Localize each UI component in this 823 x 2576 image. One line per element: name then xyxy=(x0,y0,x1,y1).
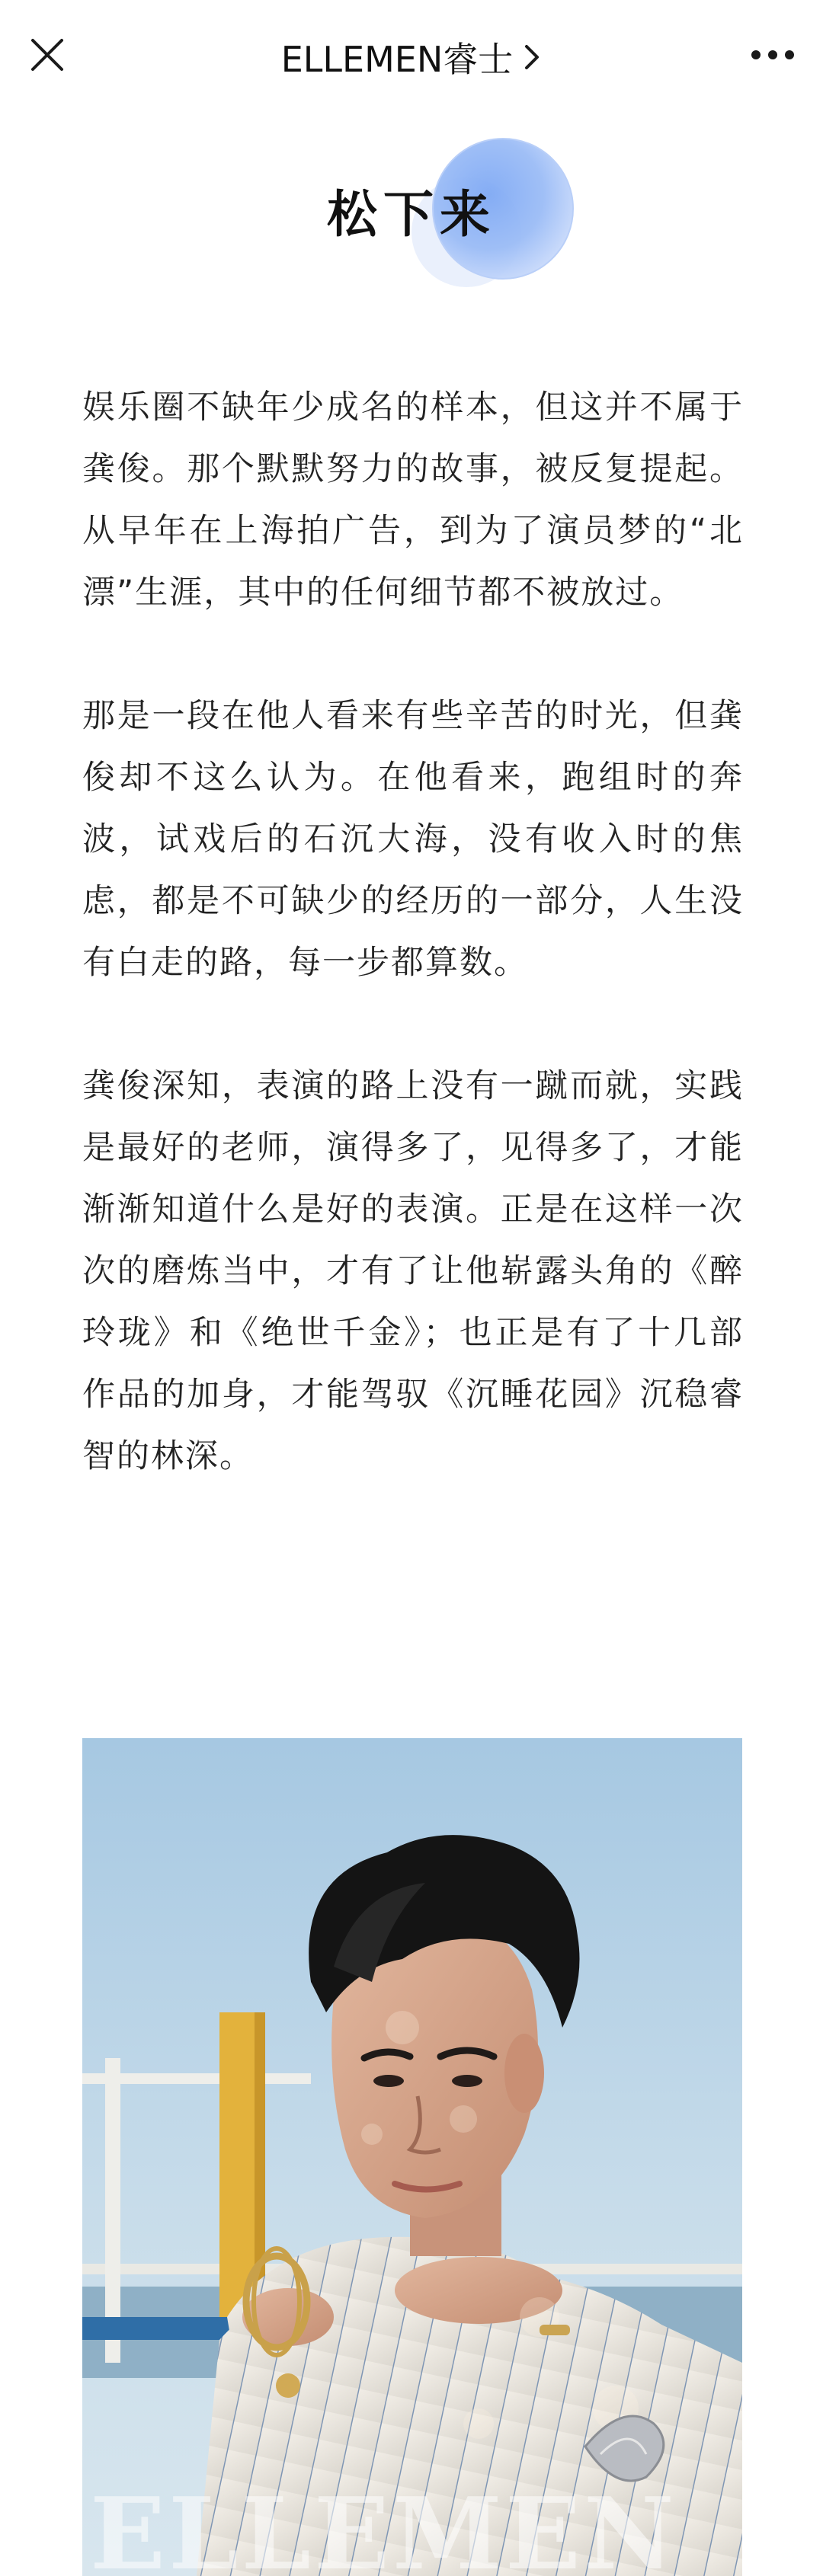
article-paragraph: 龚俊深知，表演的路上没有一蹴而就，实践是最好的老师，演得多了，见得多了，才能渐渐知道什么是好的表演。正是在这样一次次的磨炼当中，才有了让他崭露头角的《醉玲珑》和《绝世千金》；也正是有了十几部作品的加身，才能驾驭《沉睡花园》沉稳睿智的林深。 xyxy=(82,1067,744,1475)
chevron-right-icon xyxy=(524,42,542,72)
section-heading xyxy=(0,114,823,312)
more-options-button[interactable] xyxy=(742,30,803,79)
account-name-link[interactable] xyxy=(0,30,823,84)
portrait-image xyxy=(82,1738,742,2576)
article-paragraph: 娱乐圈不缺年少成名的样本，但这并不属于龚俊。那个默默努力的故事，被反复提起。从早年在上海拍广告，到为了演员梦的“北漂”生涯，其中的任何细节都不被放过。 xyxy=(82,388,744,612)
section-title: 松下来 xyxy=(327,185,496,244)
top-navbar xyxy=(0,0,823,114)
article-photo[interactable] xyxy=(82,1738,742,2576)
more-dots-icon xyxy=(750,49,796,61)
magazine-watermark: ELLEMEN xyxy=(90,2475,677,2576)
article-paragraph: 那是一段在他人看来有些辛苦的时光，但龚俊却不这么认为。在他看来，跑组时的奔波，试戏后的石沉大海，没有收入时的焦虑，都是不可缺少的经历的一部分，人生没有白走的路，每一步都算数。 xyxy=(82,697,744,982)
article-body xyxy=(82,377,744,1549)
account-name: ELLEMEN睿士 xyxy=(280,39,514,80)
